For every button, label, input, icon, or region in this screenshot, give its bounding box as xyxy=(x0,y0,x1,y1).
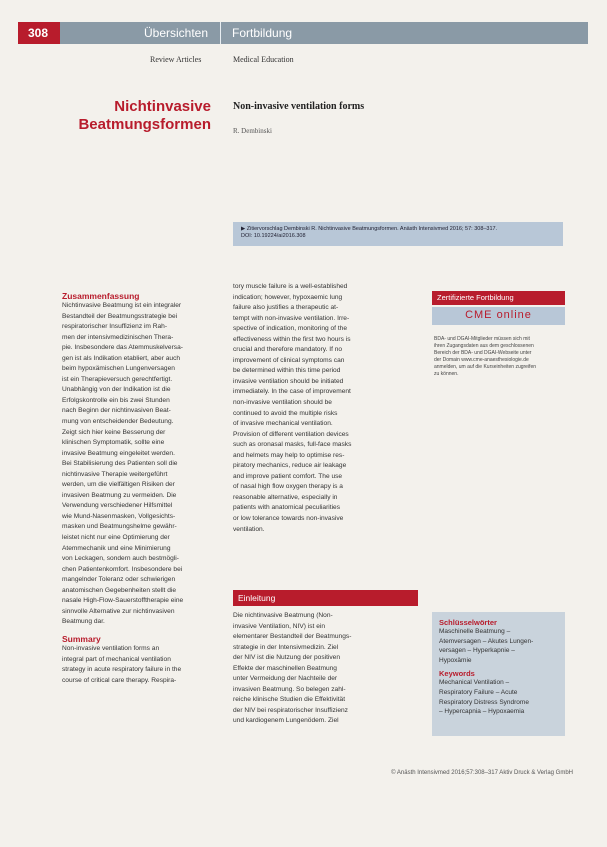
text-line: Effekte der maschinellen Beatmung xyxy=(233,664,337,672)
text-line: and helmets may help to optimise res- xyxy=(233,451,345,459)
text-line: or low tolerance towards non-invasive xyxy=(233,515,344,523)
text-line: Maschinelle Beatmung – xyxy=(439,628,511,635)
text-line: strategy in acute respiratory failure in the xyxy=(62,666,182,674)
text-line: strategie in der Intensivmedizin. Ziel xyxy=(233,643,339,651)
text-line: masken und Beatmungshelme gewähr- xyxy=(62,523,177,531)
section-label-en: Fortbildung xyxy=(232,26,293,40)
left-column xyxy=(62,291,212,686)
text-line: Unabhängig von der Indikation ist die xyxy=(62,386,171,394)
text-line: leistet nicht nur eine Optimierung der xyxy=(62,534,170,542)
einleitung-heading-bar xyxy=(233,590,418,606)
keywords-en-list xyxy=(439,678,558,716)
text-line: of nasal high flow oxygen therapy is a xyxy=(233,483,343,491)
text-line: anatomischen Gegebenheiten stellt die xyxy=(62,586,177,594)
text-line: Bereich der BDA- und DGAI-Webseite unter xyxy=(434,350,532,356)
text-line: beim hypoxämischen Lungenversagen xyxy=(62,365,175,373)
medical-education-label: Medical Education xyxy=(233,55,294,64)
text-line: Bestandteil der Beatmungsstrategie bei xyxy=(62,312,178,320)
middle-column-top xyxy=(233,282,418,535)
text-line: Zeigt sich hier keine Besserung der xyxy=(62,428,166,436)
text-line: invasive Beatmung eingeleitet werden. xyxy=(62,449,175,457)
cme-title: CME online xyxy=(465,309,532,321)
text-line: tory muscle failure is a well-established xyxy=(233,283,348,290)
cme-label: Zertifizierte Fortbildung xyxy=(437,293,514,302)
review-articles-label: Review Articles xyxy=(150,55,202,64)
citation-line: ▶ Zitiervorschlag Dembinski R. Nichtinvasive Beatmungsformen. Anästh Intensivmed 2016; 57: 308–317. xyxy=(241,226,498,232)
text-line: Nichtinvasive Beatmung ist ein integraler xyxy=(62,302,182,309)
text-line: und kardiogenem Lungenödem. Ziel xyxy=(233,717,339,725)
text-line: integral part of mechanical ventilation xyxy=(62,655,171,663)
text-line: reiche klinische Studien die Effektivität xyxy=(233,696,346,704)
text-line: BDA- und DGAI-Mitglieder müssen sich mit xyxy=(434,336,530,342)
abstract-en xyxy=(62,644,212,686)
text-line: be determined within this time period xyxy=(233,367,341,375)
text-line: men der intensivmedizinischen Thera- xyxy=(62,333,174,341)
text-line: ventilation. xyxy=(233,525,265,533)
text-line: werden, um die vielfältigen Risiken der xyxy=(62,481,175,489)
text-line: elementarer Bestandteil der Beatmungs- xyxy=(233,633,352,641)
text-line: continued to avoid the multiple risks xyxy=(233,409,338,417)
text-line: improvement of clinical symptoms can xyxy=(233,356,345,364)
text-line: ihren Zugangsdaten aus dem geschlossenen xyxy=(434,343,534,349)
summary-continued xyxy=(233,282,418,535)
text-line: sinnvolle Alternative zur nichtinvasiven xyxy=(62,607,175,615)
text-line: crucial and therefore mandatory. If no xyxy=(233,346,343,354)
text-line: der Domain www.cme-anaesthesiologie.de xyxy=(434,357,529,363)
text-line: Provision of different ventilation devices xyxy=(233,430,349,438)
text-line: klinischen Symptomatik, sollte eine xyxy=(62,439,165,447)
header-divider xyxy=(220,22,221,44)
einleitung-heading: Einleitung xyxy=(238,593,276,603)
text-line: nasale High-Flow-Sauerstofftherapie eine xyxy=(62,597,184,605)
heading-zusammenfassung: Zusammenfassung xyxy=(62,291,140,301)
text-line: failure also justifies a therapeutic at- xyxy=(233,304,339,312)
section-label-de: Übersichten xyxy=(144,26,209,40)
cme-label-bar xyxy=(432,291,565,305)
text-line: effectiveness within the first two hours is xyxy=(233,335,351,343)
text-line: and improve patient comfort. The use xyxy=(233,472,343,480)
keywords-box xyxy=(432,612,565,736)
text-line: nichtinvasive Therapie weitergeführt xyxy=(62,470,168,478)
text-line: der NIV bei respiratorischer Insuffizienz xyxy=(233,706,348,714)
text-line: der NIV ist die Nutzung der positiven xyxy=(233,654,341,662)
cme-online-box xyxy=(432,307,565,325)
cme-description xyxy=(434,336,564,378)
keywords-en-heading: Keywords xyxy=(439,669,475,679)
citation-box xyxy=(233,222,563,246)
text-line: invasiven Beatmung. So belegen zahl- xyxy=(233,685,346,693)
text-line: reasonable alternative, especially in xyxy=(233,493,338,501)
text-line: Respiratory Failure – Acute xyxy=(439,688,518,696)
text-line: wie Mund-Nasenmasken, Vollgesichts- xyxy=(62,512,176,520)
text-line: patients with anatomical peculiarities xyxy=(233,504,341,512)
text-line: Non-invasive ventilation forms an xyxy=(62,644,160,652)
text-line: non-invasive ventilation should be xyxy=(233,399,332,407)
text-line: mung von entscheidender Bedeutung. xyxy=(62,418,174,426)
text-line: respiratorischer Insuffizienz im Rah- xyxy=(62,323,168,331)
text-line: Beatmung dar. xyxy=(62,618,105,626)
text-line: Verwendung verschiedener Hilfsmittel xyxy=(62,502,173,510)
text-line: invasiven Beatmung zu vermeiden. Die xyxy=(62,491,177,499)
text-line: immediately. In the case of improvement xyxy=(233,388,351,396)
text-line: – Hypercapnia – Hypoxaemia xyxy=(439,708,525,716)
text-line: spective of indication, monitoring of the xyxy=(233,325,347,333)
text-line: mangelnder Toleranz oder schwierigen xyxy=(62,576,176,584)
heading-summary: Summary xyxy=(62,633,101,644)
introduction-text xyxy=(233,611,418,727)
text-line: ist ein Therapieversuch gerechtfertigt. xyxy=(62,375,173,383)
abstract-de xyxy=(62,301,212,628)
title-de-line: Beatmungsformen xyxy=(78,116,211,133)
text-line: indication; however, hypoxaemic lung xyxy=(233,293,343,301)
text-line: Die nichtinvasive Beatmung (Non- xyxy=(233,612,333,619)
text-line: gen ist als Indikation etabliert, aber auch xyxy=(62,354,181,362)
text-line: Atemversagen – Akutes Lungen- xyxy=(439,637,534,645)
text-line: of invasive mechanical ventilation. xyxy=(233,420,333,428)
text-line: piratory mechanics, reduce air leakage xyxy=(233,462,347,470)
text-line: Hypoxämie xyxy=(439,656,472,664)
keywords-de-heading: Schlüsselwörter xyxy=(439,618,497,627)
text-line: versagen – Hyperkapnie – xyxy=(439,647,515,655)
text-line: anmelden, um auf die Kurseinheiten zugreifen xyxy=(434,364,537,370)
text-line: Atemmechanik und eine Minimierung xyxy=(62,544,171,552)
citation-doi: DOI: 10.19224/ai2016.308 xyxy=(241,233,306,239)
text-line: pie. Insbesondere das Atemmuskelversa- xyxy=(62,344,183,352)
text-line: Bei Stabilisierung des Patienten soll die xyxy=(62,460,178,468)
article-title-de xyxy=(78,98,211,134)
text-line: unter Vermeidung der Nachteile der xyxy=(233,675,338,683)
article-title-en: Non-invasive ventilation forms xyxy=(233,101,365,112)
page-number: 308 xyxy=(28,26,49,40)
text-line: zu können. xyxy=(434,371,459,377)
text-line: Respiratory Distress Syndrome xyxy=(439,698,529,706)
text-line: Erfolgskontrolle ein bis zwei Stunden xyxy=(62,396,170,404)
text-line: such as oronasal masks, full-face masks xyxy=(233,441,352,449)
text-line: chen Patientenkomfort. Insbesondere bei xyxy=(62,565,183,573)
text-line: invasive ventilation should be initiated xyxy=(233,377,344,385)
text-line: von Leckagen, sondern auch bestmögli- xyxy=(62,555,179,563)
middle-column-intro xyxy=(233,611,418,727)
text-line: invasive Ventilation, NIV) ist ein xyxy=(233,622,325,630)
text-line: nach Beginn der nichtinvasiven Beat- xyxy=(62,407,171,415)
header-bar xyxy=(18,22,588,44)
article-author: R. Dembinski xyxy=(233,127,272,135)
title-de-line: Nichtinvasive xyxy=(114,98,211,115)
text-line: course of critical care therapy. Respira- xyxy=(62,676,177,684)
footer-copyright: © Anästh Intensivmed 2016;57:308–317 Aktiv Druck & Verlag GmbH xyxy=(391,770,573,776)
keywords-de-list xyxy=(439,627,558,665)
text-line: Mechanical Ventilation – xyxy=(439,679,510,687)
text-line: tempt with non-invasive ventilation. Irre- xyxy=(233,314,350,322)
